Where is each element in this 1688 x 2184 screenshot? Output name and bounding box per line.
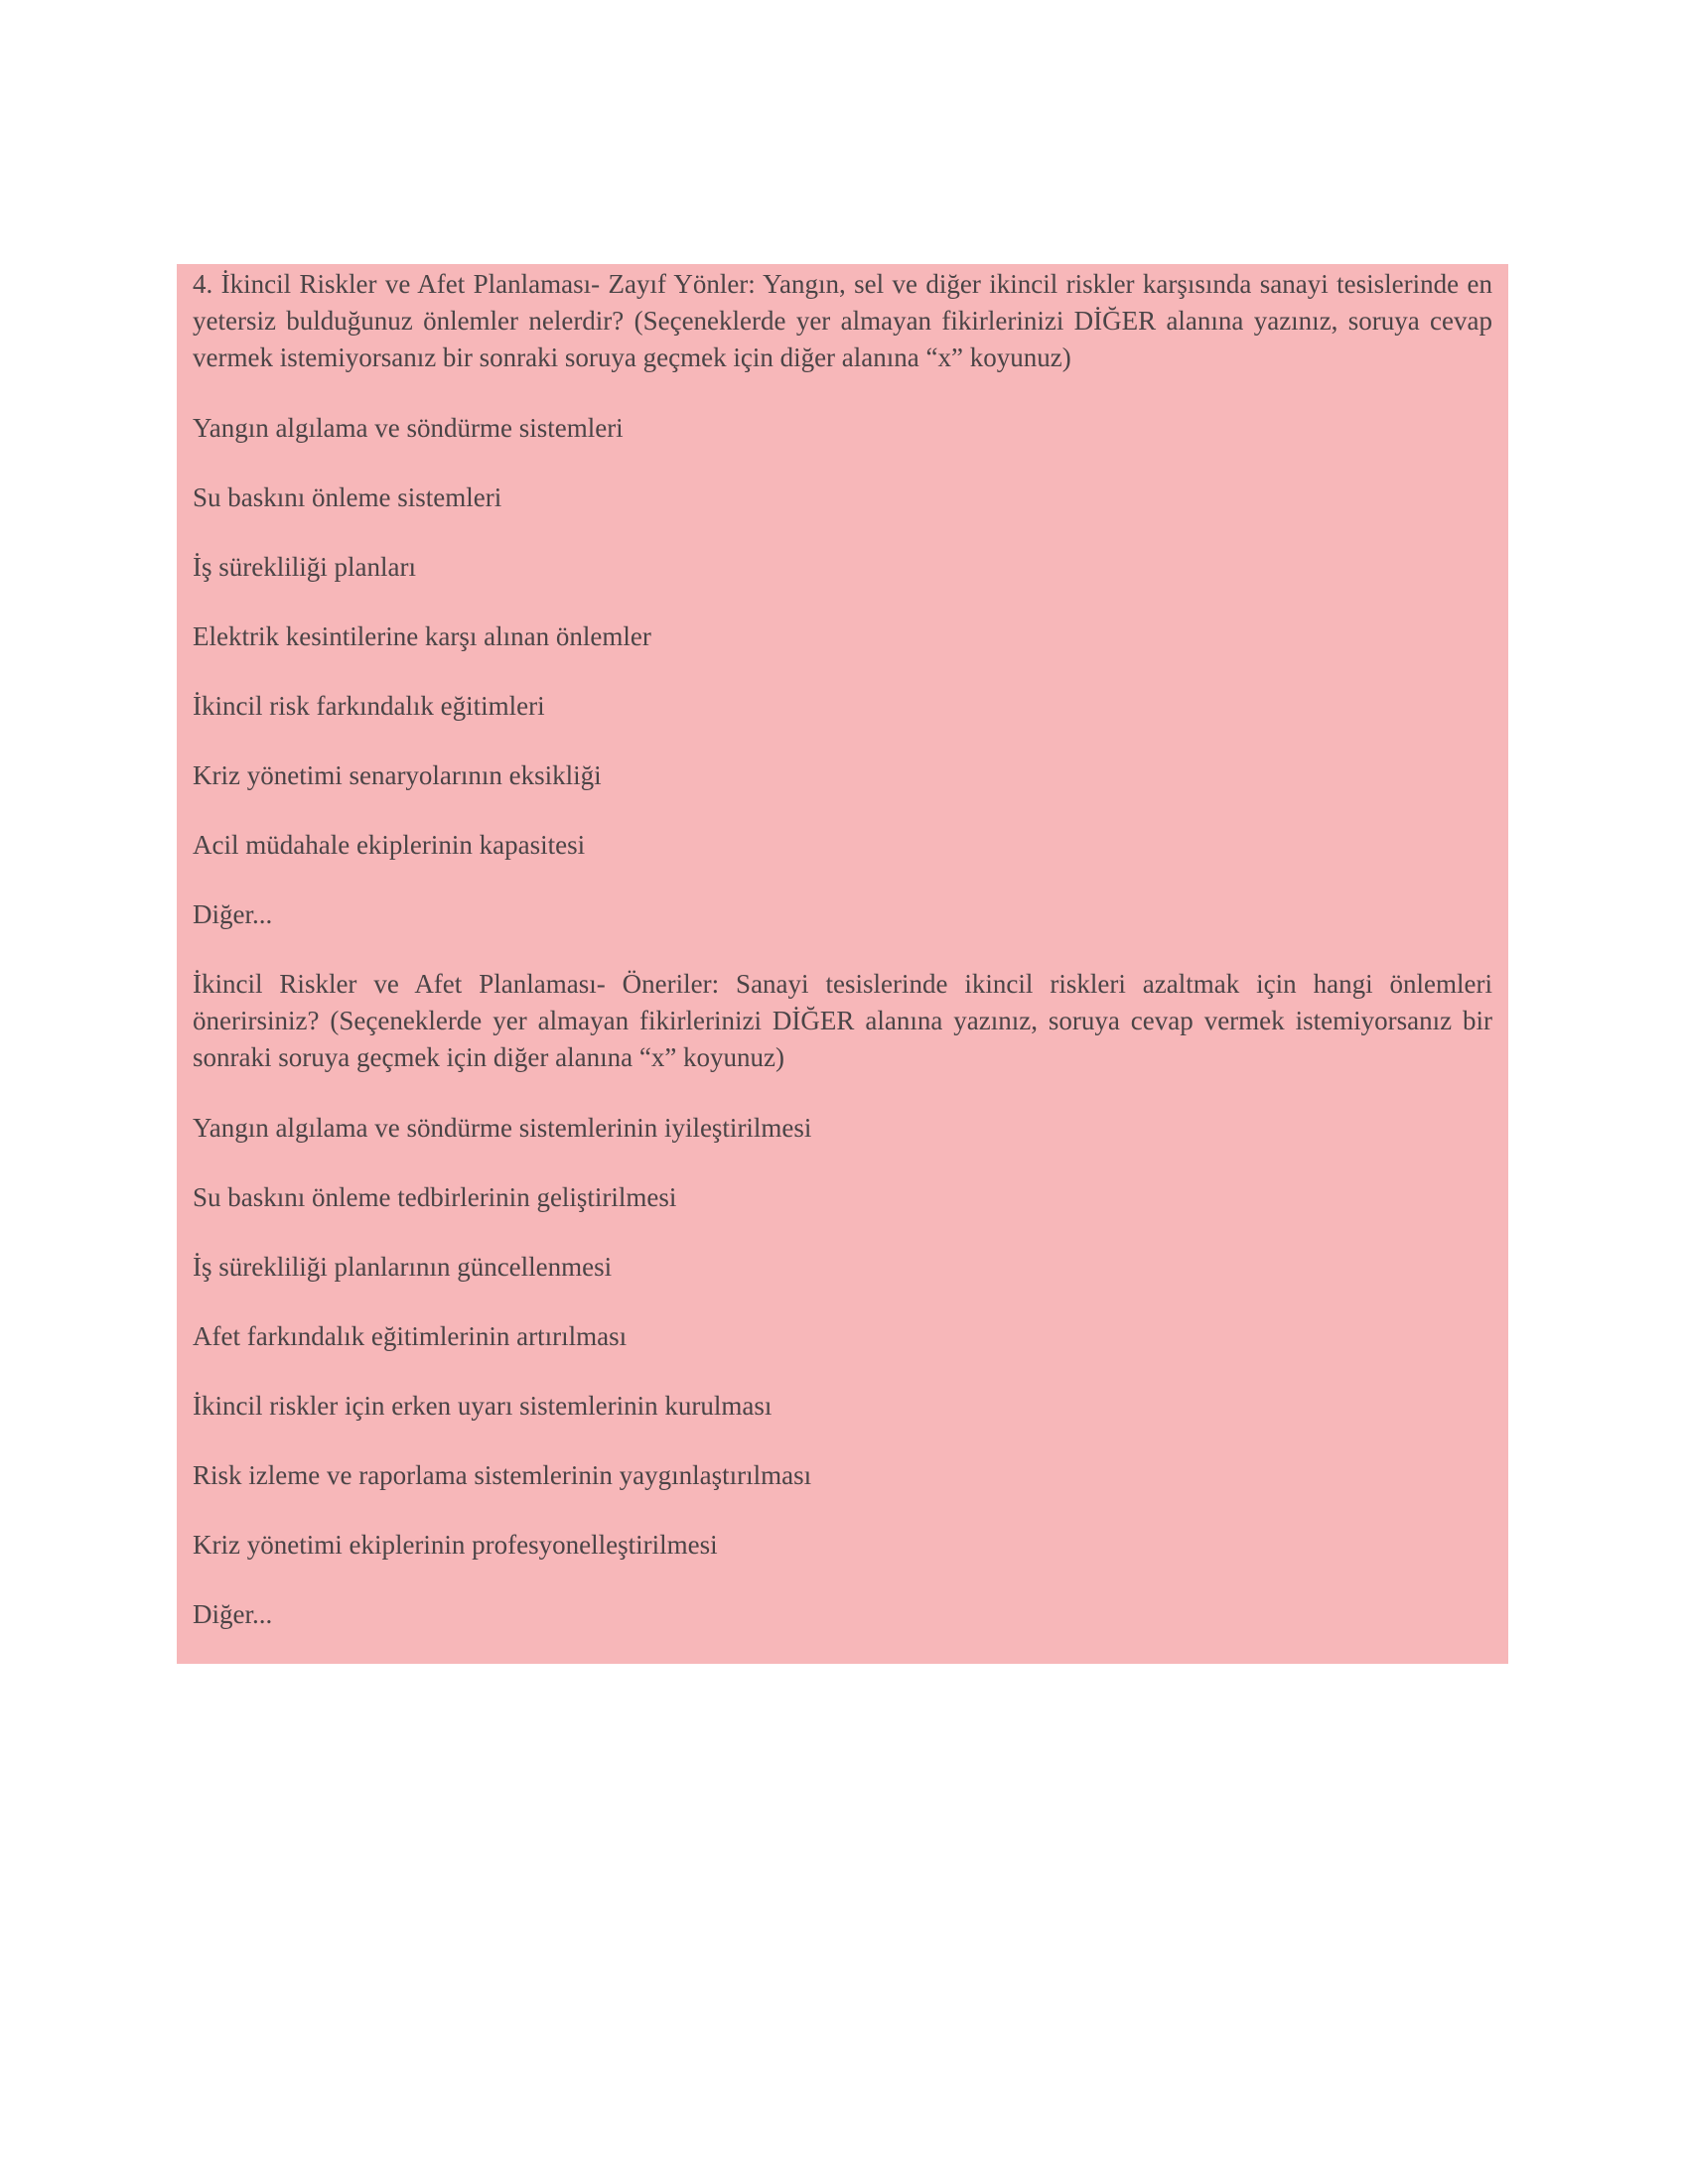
- option-item: Kriz yönetimi senaryolarının eksikliği: [193, 760, 602, 790]
- option-item: Afet farkındalık eğitimlerinin artırılması: [193, 1321, 628, 1351]
- option-item: Yangın algılama ve söndürme sistemlerinin iyileştirilmesi: [193, 1113, 812, 1143]
- option-other: Diğer...: [193, 1599, 273, 1629]
- weaknesses-option-list: [193, 410, 1492, 933]
- option-item: Kriz yönetimi ekiplerinin profesyonelleştirilmesi: [193, 1530, 718, 1560]
- option-other: Diğer...: [193, 899, 273, 929]
- question-weaknesses: 4. İkincil Riskler ve Afet Planlaması- Zayıf Yönler: Yangın, sel ve diğer ikincil riskler karşısında sanayi tesislerinde en yetersiz bulduğunuz önlemler nelerdir? (Seçeneklerde yer almayan fikirlerinizi DİĞER alanına yazınız, soruya cevap vermek istemiyorsanız bir sonraki soruya geçmek için diğer alanına “x” koyunuz): [193, 269, 1492, 372]
- option-item: Su baskını önleme tedbirlerinin geliştirilmesi: [193, 1182, 677, 1212]
- option-item: İş sürekliliği planları: [193, 552, 416, 582]
- option-item: Yangın algılama ve söndürme sistemleri: [193, 413, 624, 443]
- option-item: Su baskını önleme sistemleri: [193, 482, 502, 512]
- option-item: İş sürekliliği planlarının güncellenmesi: [193, 1252, 613, 1282]
- suggestions-option-list: [193, 1110, 1492, 1633]
- option-item: İkincil risk farkındalık eğitimleri: [193, 691, 545, 721]
- option-item: Acil müdahale ekiplerinin kapasitesi: [193, 830, 586, 860]
- option-item: İkincil riskler için erken uyarı sistemlerinin kurulması: [193, 1391, 773, 1421]
- option-item: Elektrik kesintilerine karşı alınan önlemler: [193, 621, 651, 651]
- option-item: Risk izleme ve raporlama sistemlerinin yaygınlaştırılması: [193, 1460, 812, 1490]
- survey-question-box: [177, 264, 1508, 1664]
- question-suggestions: İkincil Riskler ve Afet Planlaması- Öneriler: Sanayi tesislerinde ikincil riskleri azaltmak için hangi önlemleri önerirsiniz? (Seçeneklerde yer almayan fikirlerinizi DİĞER alanına yazınız, soruya cevap vermek istemiyorsanız bir sonraki soruya geçmek için diğer alanına “x” koyunuz): [193, 969, 1492, 1072]
